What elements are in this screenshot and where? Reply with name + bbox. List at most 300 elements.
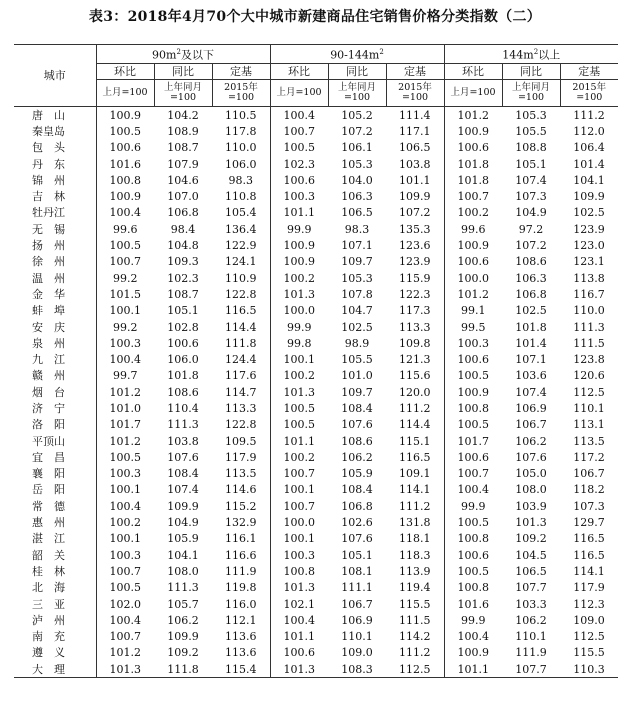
city-name: 济 宁 [32,401,65,415]
city-name: 岳 阳 [32,483,65,497]
index-value: 103.8 [167,434,199,448]
index-value: 104.5 [515,548,547,562]
index-value: 114.4 [225,320,257,334]
index-value: 101.6 [96,156,154,172]
index-value: 100.6 [270,172,328,188]
index-value: 102.8 [167,320,199,334]
index-value: 117.6 [225,369,257,383]
index-value: 101.3 [270,384,328,400]
index-value: 108.4 [167,467,199,481]
index-value: 113.6 [225,630,257,644]
index-value: 111.2 [573,108,605,122]
group-header-90-below: $90m^2$及以下 [96,45,270,64]
city-name: 泸 州 [32,613,65,627]
city-name: 湛 江 [32,532,65,546]
index-value: 109.9 [399,190,431,204]
index-value: 100.5 [96,237,154,253]
index-value: 116.5 [399,450,431,464]
index-value: 106.8 [515,287,547,301]
index-value: 124.1 [225,255,257,269]
index-value: 118.2 [573,483,605,497]
index-value: 123.9 [399,255,431,269]
city-name: 平顶山 [32,434,65,448]
city-name: 牡丹江 [32,206,65,220]
index-value: 105.7 [167,597,199,611]
table-row [14,629,618,645]
table-row [14,384,618,400]
index-value: 110.4 [167,401,199,415]
index-value: 100.5 [96,580,154,596]
sub-header-mom: 环比 [270,64,328,80]
sub-header-fixed: 定基 [386,64,444,80]
city-name: 烟 台 [32,385,65,399]
table-row [14,580,618,596]
index-value: 101.8 [515,320,547,334]
base-header-2015: 2015年=100 [212,80,270,107]
city-name: 襄 阳 [32,467,65,481]
index-value: 100.5 [444,563,502,579]
index-value: 104.2 [167,108,199,122]
index-value: 115.2 [225,499,257,513]
index-value: 104.9 [515,206,547,220]
index-value: 100.1 [270,482,328,498]
table-row [14,514,618,530]
index-value: 107.1 [341,239,373,253]
table-row [14,612,618,628]
table-row [14,221,618,237]
index-value: 100.9 [96,107,154,123]
index-value: 106.0 [225,157,257,171]
index-value: 110.0 [573,304,605,318]
index-value: 110.1 [341,630,373,644]
index-value: 98.3 [228,173,253,187]
index-value: 99.2 [96,319,154,335]
table-row [14,335,618,351]
city-name: 安 庆 [32,320,65,334]
index-value: 101.1 [270,629,328,645]
index-value: 109.9 [167,630,199,644]
index-value: 111.8 [225,336,257,350]
index-value: 100.4 [96,351,154,367]
index-value: 111.3 [167,418,199,432]
index-value: 100.1 [96,482,154,498]
base-header-last-month: 上月=100 [270,80,328,107]
index-value: 122.9 [225,239,257,253]
index-value: 123.6 [399,239,431,253]
table-row [14,286,618,302]
sub-header-fixed: 定基 [212,64,270,80]
index-value: 107.3 [515,190,547,204]
index-value: 120.0 [399,385,431,399]
index-value: 100.8 [444,580,502,596]
city-name: 蚌 埠 [32,304,65,318]
table-row [14,270,618,286]
city-name: 三 亚 [32,597,65,611]
index-value: 111.9 [515,646,547,660]
index-value: 124.4 [225,353,257,367]
index-value: 100.9 [444,237,502,253]
city-name: 丹 东 [32,157,65,171]
index-value: 111.2 [399,646,431,660]
index-value: 109.3 [167,255,199,269]
index-value: 110.0 [225,141,257,155]
index-value: 104.8 [167,239,199,253]
table-row [14,531,618,547]
sub-header-mom: 环比 [96,64,154,80]
index-value: 101.4 [515,336,547,350]
index-value: 105.2 [341,108,373,122]
index-value: 100.0 [270,303,328,319]
index-value: 101.7 [96,417,154,433]
index-value: 101.0 [96,400,154,416]
table-row [14,547,618,563]
index-value: 101.2 [96,433,154,449]
table-body [14,107,618,678]
index-value: 113.3 [225,401,257,415]
index-value: 129.7 [573,516,605,530]
table-row [14,172,618,188]
city-name: 大 理 [14,661,96,678]
index-value: 100.9 [444,123,502,139]
index-value: 100.9 [270,237,328,253]
index-value: 110.5 [225,108,257,122]
table-row [14,449,618,465]
city-name: 洛 阳 [32,418,65,432]
index-value: 107.1 [515,353,547,367]
index-value: 105.9 [167,532,199,546]
index-value: 117.1 [399,124,431,138]
table-row [14,351,618,367]
index-value: 110.1 [515,630,547,644]
index-value: 107.2 [515,239,547,253]
index-value: 116.7 [573,287,605,301]
index-value: 105.9 [341,467,373,481]
index-value: 100.7 [96,629,154,645]
index-value: 108.4 [341,483,373,497]
index-value: 104.9 [167,516,199,530]
index-value: 117.2 [573,450,605,464]
index-value: 111.5 [573,336,605,350]
index-value: 101.3 [270,286,328,302]
index-value: 100.7 [270,498,328,514]
index-value: 131.8 [399,516,431,530]
index-value: 116.0 [225,597,257,611]
index-value: 106.5 [399,141,431,155]
index-value: 123.9 [573,222,605,236]
index-value: 108.0 [515,483,547,497]
index-value: 105.1 [515,157,547,171]
index-value: 132.9 [225,516,257,530]
index-value: 102.5 [341,320,373,334]
index-value: 100.4 [444,482,502,498]
index-value: 100.3 [270,188,328,204]
index-value: 111.2 [399,499,431,513]
index-value: 100.3 [96,547,154,563]
index-value: 123.8 [573,353,605,367]
index-value: 100.7 [444,188,502,204]
index-value: 117.9 [573,581,605,595]
index-value: 100.5 [444,514,502,530]
index-value: 102.5 [515,304,547,318]
index-value: 100.2 [96,514,154,530]
index-value: 99.6 [444,221,502,237]
city-name: 常 德 [32,499,65,513]
index-value: 105.4 [225,206,257,220]
index-value: 108.7 [167,141,199,155]
index-value: 100.3 [444,335,502,351]
index-value: 107.2 [341,124,373,138]
city-name: 锦 州 [32,173,65,187]
index-value: 113.6 [225,646,257,660]
index-value: 108.7 [167,287,199,301]
index-value: 107.6 [341,418,373,432]
index-value: 103.6 [515,369,547,383]
table-row [14,254,618,270]
index-value: 106.7 [573,467,605,481]
index-value: 100.1 [96,303,154,319]
index-value: 100.0 [270,514,328,530]
index-value: 101.5 [96,286,154,302]
index-value: 112.5 [386,661,444,678]
index-value: 98.4 [170,222,196,236]
table-row [14,205,618,221]
index-value: 100.2 [444,205,502,221]
index-value: 111.3 [167,581,199,595]
index-value: 112.5 [573,385,605,399]
index-value: 113.8 [573,271,605,285]
index-value: 100.2 [270,368,328,384]
index-value: 105.5 [341,353,373,367]
index-value: 106.8 [341,499,373,513]
index-value: 100.4 [270,107,328,123]
index-value: 99.5 [444,319,502,335]
index-value: 100.5 [96,449,154,465]
index-value: 106.0 [167,353,199,367]
index-value: 122.3 [399,287,431,301]
city-name: 秦皇岛 [32,124,65,138]
index-value: 103.9 [515,499,547,513]
index-value: 101.4 [573,157,605,171]
city-name: 北 海 [32,581,65,595]
index-value: 98.9 [344,336,370,350]
index-value: 112.1 [225,613,257,627]
index-value: 107.3 [573,499,605,513]
table-row [14,400,618,416]
index-value: 106.1 [341,141,373,155]
index-value: 100.9 [444,645,502,661]
index-value: 100.4 [96,498,154,514]
index-value: 114.6 [225,483,257,497]
index-value: 106.3 [515,271,547,285]
table-row [14,596,618,612]
city-name: 包 头 [32,141,65,155]
index-value: 114.7 [225,385,257,399]
index-value: 122.8 [225,287,257,301]
index-value: 107.4 [167,483,199,497]
index-value: 105.0 [515,467,547,481]
index-value: 117.9 [225,450,257,464]
index-value: 100.5 [444,368,502,384]
index-value: 100.1 [270,531,328,547]
index-value: 107.7 [515,581,547,595]
index-value: 100.4 [96,205,154,221]
index-value: 106.5 [341,206,373,220]
index-value: 106.2 [167,613,199,627]
index-value: 110.1 [573,401,605,415]
index-value: 101.1 [270,433,328,449]
city-name: 赣 州 [32,369,65,383]
base-header-last-year: 上年同月=100 [154,80,212,107]
index-value: 113.1 [573,418,605,432]
index-value: 116.1 [225,532,257,546]
index-value: 100.7 [270,466,328,482]
table-row [14,123,618,139]
index-value: 105.3 [515,108,547,122]
index-value: 100.3 [96,335,154,351]
index-value: 100.3 [96,466,154,482]
index-value: 100.8 [444,400,502,416]
table-row [14,140,618,156]
index-value: 100.0 [444,270,502,286]
index-value: 101.1 [444,661,502,678]
index-value: 108.8 [515,141,547,155]
index-value: 101.0 [341,369,373,383]
index-value: 123.1 [573,255,605,269]
index-value: 100.4 [444,629,502,645]
table-row [14,303,618,319]
index-value: 109.2 [167,646,199,660]
table-row [14,645,618,661]
index-value: 107.8 [341,287,373,301]
index-value: 112.5 [573,630,605,644]
index-value: 100.6 [444,547,502,563]
index-value: 109.9 [573,190,605,204]
index-value: 108.6 [167,385,199,399]
table-row [14,188,618,204]
index-value: 135.3 [399,222,431,236]
index-value: 109.1 [399,467,431,481]
index-value: 105.1 [341,548,373,562]
city-name: 温 州 [32,271,65,285]
index-value: 111.5 [399,613,431,627]
index-value: 100.8 [444,531,502,547]
city-name: 泉 州 [32,336,65,350]
index-value: 114.2 [399,630,431,644]
city-name: 无 锡 [32,222,65,236]
table-row [14,156,618,172]
index-value: 136.4 [225,222,257,236]
city-name: 桂 林 [32,564,65,578]
index-value: 100.7 [96,563,154,579]
index-value: 105.3 [341,271,373,285]
index-value: 109.7 [341,385,373,399]
index-value: 111.9 [225,564,257,578]
index-value: 101.1 [270,205,328,221]
index-value: 113.5 [225,467,257,481]
index-value: 106.2 [341,450,373,464]
base-header-last-year: 上年同月=100 [328,80,386,107]
index-value: 115.5 [573,646,605,660]
index-value: 101.6 [444,596,502,612]
index-value: 102.6 [341,516,373,530]
index-value: 107.0 [167,190,199,204]
index-value: 101.8 [444,156,502,172]
index-value: 100.9 [270,254,328,270]
index-value: 101.3 [96,661,154,678]
index-value: 97.2 [518,222,544,236]
table-header [14,44,618,107]
index-value: 100.5 [270,140,328,156]
index-value: 107.6 [341,532,373,546]
index-value: 101.8 [167,369,199,383]
city-name: 徐 州 [32,255,65,269]
price-index-table [14,44,618,678]
index-value: 101.1 [399,173,431,187]
index-value: 106.7 [341,597,373,611]
index-value: 99.8 [270,335,328,351]
index-value: 112.3 [573,597,605,611]
index-value: 109.2 [515,532,547,546]
index-value: 104.1 [167,548,199,562]
index-value: 101.3 [270,661,328,678]
index-value: 104.6 [167,173,199,187]
index-value: 116.5 [573,532,605,546]
city-name: 金 华 [32,287,65,301]
city-name: 唐 山 [32,108,65,122]
index-value: 107.6 [515,450,547,464]
index-value: 120.6 [573,369,605,383]
index-value: 113.9 [399,564,431,578]
index-value: 110.9 [225,271,257,285]
index-value: 111.8 [154,661,212,678]
index-value: 121.3 [399,353,431,367]
index-value: 100.6 [96,140,154,156]
base-header-last-month: 上月=100 [96,80,154,107]
index-value: 99.9 [444,612,502,628]
base-header-last-year: 上年同月=100 [502,80,560,107]
sub-header-yoy: 同比 [154,64,212,80]
index-value: 108.9 [167,124,199,138]
city-name: 韶 关 [32,548,65,562]
table-row [14,563,618,579]
table-row [14,433,618,449]
table-row [14,107,618,123]
index-value: 102.3 [270,156,328,172]
base-header-2015: 2015年=100 [386,80,444,107]
index-value: 100.1 [96,531,154,547]
index-value: 101.2 [96,645,154,661]
index-value: 101.2 [444,286,502,302]
sub-header-yoy: 同比 [328,64,386,80]
index-value: 106.4 [573,141,605,155]
index-value: 99.9 [270,319,328,335]
table-row [14,417,618,433]
index-value: 106.7 [515,418,547,432]
city-name: 宜 昌 [32,450,65,464]
index-value: 99.1 [444,303,502,319]
sub-header-fixed: 定基 [560,64,618,80]
index-value: 101.3 [515,516,547,530]
index-value: 100.6 [444,351,502,367]
index-value: 115.5 [399,597,431,611]
index-value: 101.2 [444,107,502,123]
index-value: 105.3 [341,157,373,171]
index-value: 106.9 [341,613,373,627]
index-value: 114.4 [399,418,431,432]
index-value: 100.6 [444,449,502,465]
index-value: 99.9 [270,221,328,237]
index-value: 101.3 [270,580,328,596]
